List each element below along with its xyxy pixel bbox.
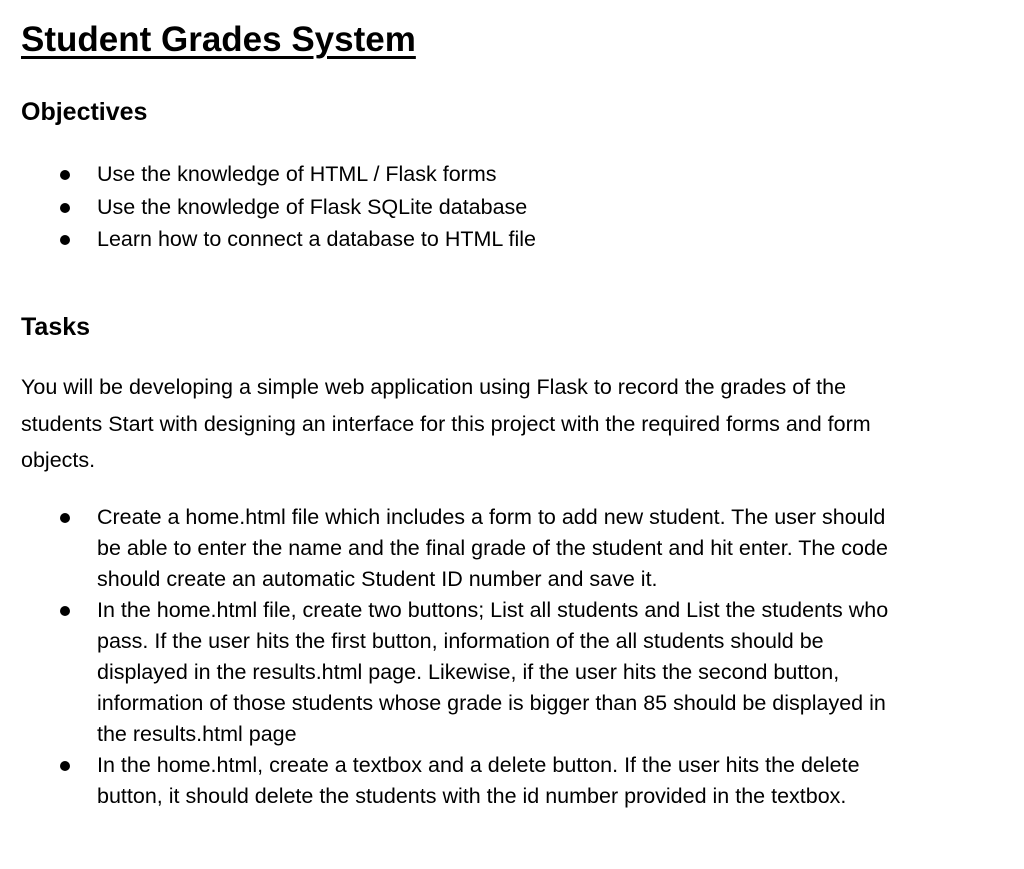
bullet-icon [60, 235, 70, 245]
bullet-icon [60, 170, 70, 180]
intro-line: You will be developing a simple web application using Flask to record the grades of the [21, 375, 847, 399]
list-item [21, 750, 981, 812]
task-line: the results.html page [97, 722, 297, 746]
objective-text: Use the knowledge of HTML / Flask forms [97, 162, 497, 186]
list-item [21, 223, 981, 256]
objectives-heading: Objectives [21, 98, 148, 126]
list-item [21, 595, 981, 750]
task-line: In the home.html file, create two buttons; List all students and List the students who [97, 598, 889, 622]
intro-line: objects. [21, 448, 96, 472]
intro-paragraph [21, 369, 981, 479]
bullet-icon [60, 761, 70, 771]
task-line: information of those students whose grade is bigger than 85 should be displayed in [97, 691, 886, 715]
intro-line: students Start with designing an interface for this project with the required forms and form [21, 411, 871, 436]
objective-text: Learn how to connect a database to HTML file [97, 227, 537, 251]
objective-text: Use the knowledge of Flask SQLite database [97, 194, 528, 219]
list-item [21, 191, 981, 224]
task-line: In the home.html, create a textbox and a delete button. If the user hits the delete [97, 753, 860, 777]
tasks-list [21, 502, 981, 812]
bullet-icon [60, 513, 70, 523]
list-item [21, 158, 981, 191]
objectives-list [21, 158, 981, 256]
tasks-heading: Tasks [21, 313, 91, 341]
list-item [21, 502, 981, 595]
task-line: should create an automatic Student ID number and save it. [97, 567, 658, 591]
task-line: pass. If the user hits the first button, information of the all students should be [97, 629, 824, 653]
bullet-icon [60, 203, 70, 213]
task-line: button, it should delete the students with the id number provided in the textbox. [97, 784, 847, 808]
task-line: Create a home.html file which includes a form to add new student. The user should [97, 505, 886, 529]
document-title: Student Grades System [21, 20, 416, 59]
bullet-icon [60, 606, 70, 616]
task-line: be able to enter the name and the final grade of the student and hit enter. The code [97, 536, 888, 560]
task-line: displayed in the results.html page. Likewise, if the user hits the second button, [97, 660, 840, 684]
